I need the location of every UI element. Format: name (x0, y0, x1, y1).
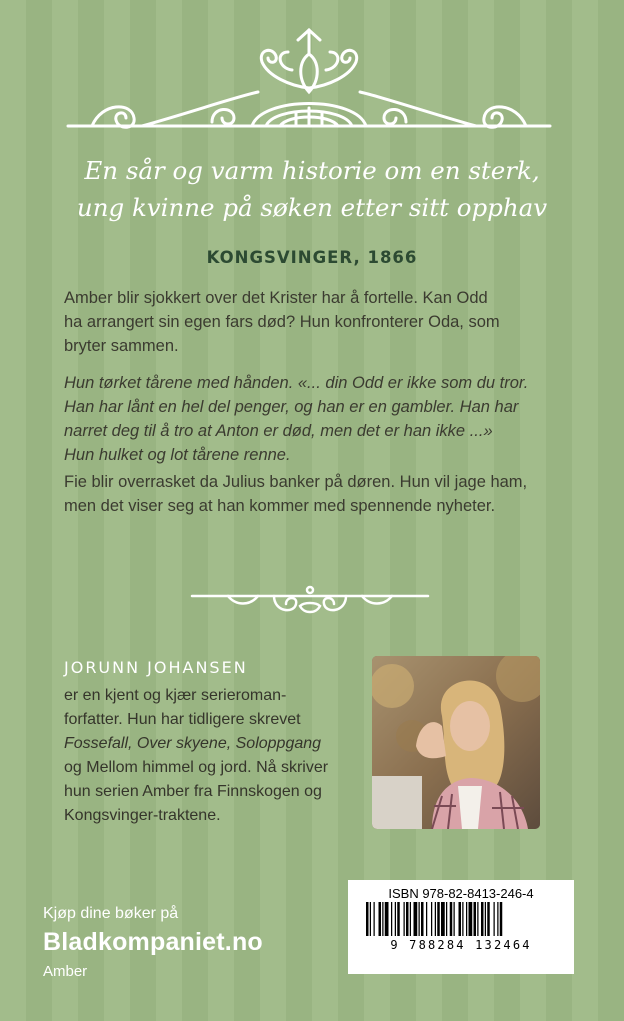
divider-ornament (188, 584, 432, 618)
text-line: Amber blir sjokkert over det Krister har å fortelle. Kan Odd (64, 289, 488, 307)
text-line: ha arrangert sin egen fars død? Hun konfronterer Oda, som (64, 313, 500, 331)
barcode-bar (441, 902, 445, 936)
top-ornament (62, 22, 556, 134)
publisher-website: Bladkompaniet.no (43, 928, 263, 956)
ean-number: 9 788284 132464 (390, 938, 532, 952)
author-bio (64, 684, 364, 828)
author-portrait-image (372, 656, 540, 829)
barcode-bar (379, 902, 382, 936)
barcode-bar (477, 902, 478, 936)
barcode-bar (397, 902, 400, 936)
barcode-bar (431, 902, 432, 936)
bio-line: forfatter. Hun har tidligere skrevet (64, 711, 301, 728)
barcode-bar (421, 902, 424, 936)
text-line: Fie blir overrasket da Julius banker på døren. Hun vil jage ham, (64, 473, 528, 491)
barcode-bar (437, 902, 440, 936)
barcode-bar (446, 902, 447, 936)
barcode-bar (395, 902, 396, 936)
author-photo (372, 656, 540, 829)
barcode-bar (370, 902, 371, 936)
tagline (30, 152, 594, 226)
barcode-bar (462, 902, 463, 936)
barcode-bar (374, 902, 375, 936)
barcode-bar (487, 902, 490, 936)
author-name: JORUNN JOHANSEN (64, 658, 248, 677)
text-line: bryter sammen. (64, 337, 179, 355)
barcode-bar (481, 902, 484, 936)
barcode-bar (419, 902, 420, 936)
place-year-heading: KONGSVINGER, 1866 (206, 248, 418, 267)
synopsis-paragraph-1 (64, 286, 564, 358)
barcode-bar (391, 902, 392, 936)
barcode-bar (497, 902, 498, 936)
barcode-bar (366, 902, 369, 936)
barcode-bar (385, 902, 389, 936)
barcode-bar (382, 902, 383, 936)
bio-line: og Mellom himmel og jord. Nå skriver (64, 759, 329, 776)
barcode-bar (406, 902, 409, 936)
barcode-bar (485, 902, 486, 936)
barcode-bar (450, 902, 453, 936)
barcode-bar (494, 902, 495, 936)
text-line: narret deg til å tro at Anton er død, men det er han ikke ...» (64, 422, 493, 440)
barcode-bar (466, 902, 467, 936)
bio-line: Fossefall, Over skyene, Soloppgang (64, 735, 322, 752)
text-line: Hun tørket tårene med hånden. «... din Odd er ikke som du tror. (64, 374, 529, 392)
tagline-line-2: ung kvinne på søken etter sitt opphav (76, 193, 548, 222)
synopsis-paragraph-2 (64, 470, 564, 518)
series-name: Amber (43, 963, 88, 980)
isbn-label: ISBN 978-82-8413-246-4 (388, 886, 534, 901)
bio-line: hun serien Amber fra Finnskogen og (64, 783, 322, 800)
barcode-bar (435, 902, 436, 936)
synopsis-excerpt (64, 371, 564, 467)
buy-prompt: Kjøp dine bøker på (43, 905, 179, 922)
tagline-line-1: En sår og varm historie om en sterk, (84, 156, 540, 185)
barcode-bar (469, 902, 473, 936)
barcode-bar (414, 902, 418, 936)
barcode-bar (459, 902, 462, 936)
bio-line: er en kjent og kjær serieroman- (64, 687, 287, 704)
barcode-bar (410, 902, 411, 936)
barcode-panel (348, 880, 574, 974)
text-line: men det viser seg at han kommer med spennende nyheter. (64, 497, 496, 515)
barcode-bar (474, 902, 477, 936)
barcode-bar (500, 902, 503, 936)
barcode-bar (454, 902, 455, 936)
bio-line: Kongsvinger-traktene. (64, 807, 221, 824)
barcode-bar (426, 902, 427, 936)
text-line: Han har lånt en hel del penger, og han er en gambler. Han har (64, 398, 519, 416)
text-line: Hun hulket og lot tårene renne. (64, 446, 291, 464)
barcode-bar (404, 902, 405, 936)
